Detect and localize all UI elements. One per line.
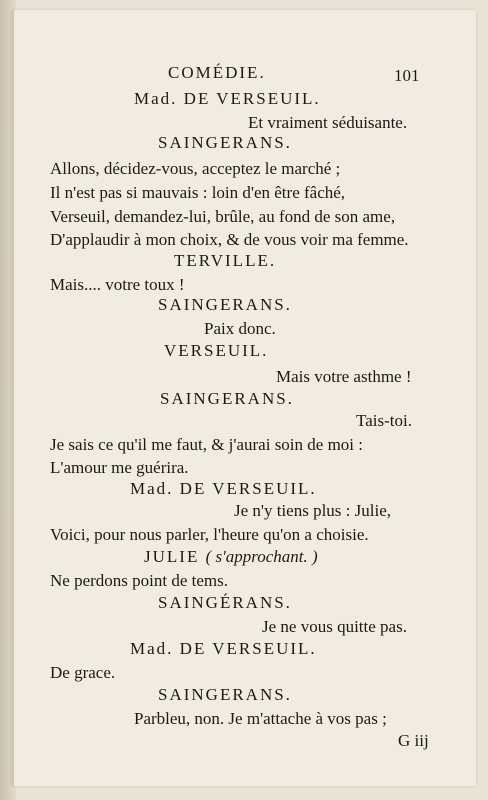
speaker-label: JULIE — [144, 547, 200, 566]
verse-line: Paix donc. — [204, 319, 276, 338]
speaker-label-with-direction — [144, 548, 318, 565]
speaker-label: SAINGÉRANS. — [158, 593, 292, 612]
verse-line: Je n'y tiens plus : Julie, — [234, 501, 392, 520]
speaker-label: SAINGERANS. — [158, 295, 292, 314]
verse-line: Mais votre asthme ! — [276, 367, 412, 386]
verse-line: Parbleu, non. Je m'attache à vos pas ; — [134, 709, 387, 728]
verse-line: Je sais ce qu'il me faut, & j'aurai soin de moi : — [50, 435, 363, 454]
verse-line: Tais-toi. — [356, 411, 412, 430]
verse-line: Je ne vous quitte pas. — [262, 617, 407, 636]
speaker-label: VERSEUIL. — [164, 341, 269, 360]
signature-mark: G iij — [398, 731, 429, 750]
page-number: 101 — [394, 66, 420, 85]
running-head-title: COMÉDIE. — [168, 63, 266, 82]
speaker-label: SAINGERANS. — [160, 389, 294, 408]
stage-direction: ( s'approchant. ) — [205, 547, 318, 566]
verse-line: Et vraiment séduisante. — [248, 113, 408, 132]
speaker-label: SAINGERANS. — [158, 133, 292, 152]
speaker-label: TERVILLE. — [174, 251, 277, 270]
verse-line: Voici, pour nous parler, l'heure qu'on a choisie. — [50, 525, 369, 544]
verse-line: D'applaudir à mon choix, & de vous voir ma femme. — [50, 230, 409, 249]
verse-line: L'amour me guérira. — [50, 458, 189, 477]
verse-line: Ne perdons point de tems. — [50, 571, 228, 590]
speaker-label: Mad. DE VERSEUIL. — [134, 89, 321, 108]
verse-line: Mais.... votre toux ! — [50, 275, 185, 294]
verse-line: Verseuil, demandez-lui, brûle, au fond de son ame, — [50, 207, 396, 226]
speaker-label: Mad. DE VERSEUIL. — [130, 479, 317, 498]
verse-line: De grace. — [50, 663, 116, 682]
speaker-label: Mad. DE VERSEUIL. — [130, 639, 317, 658]
speaker-label: SAINGERANS. — [158, 685, 292, 704]
verse-line: Il n'est pas si mauvais : loin d'en être fâché, — [50, 183, 346, 202]
verse-line: Allons, décidez-vous, acceptez le marché ; — [50, 159, 341, 178]
